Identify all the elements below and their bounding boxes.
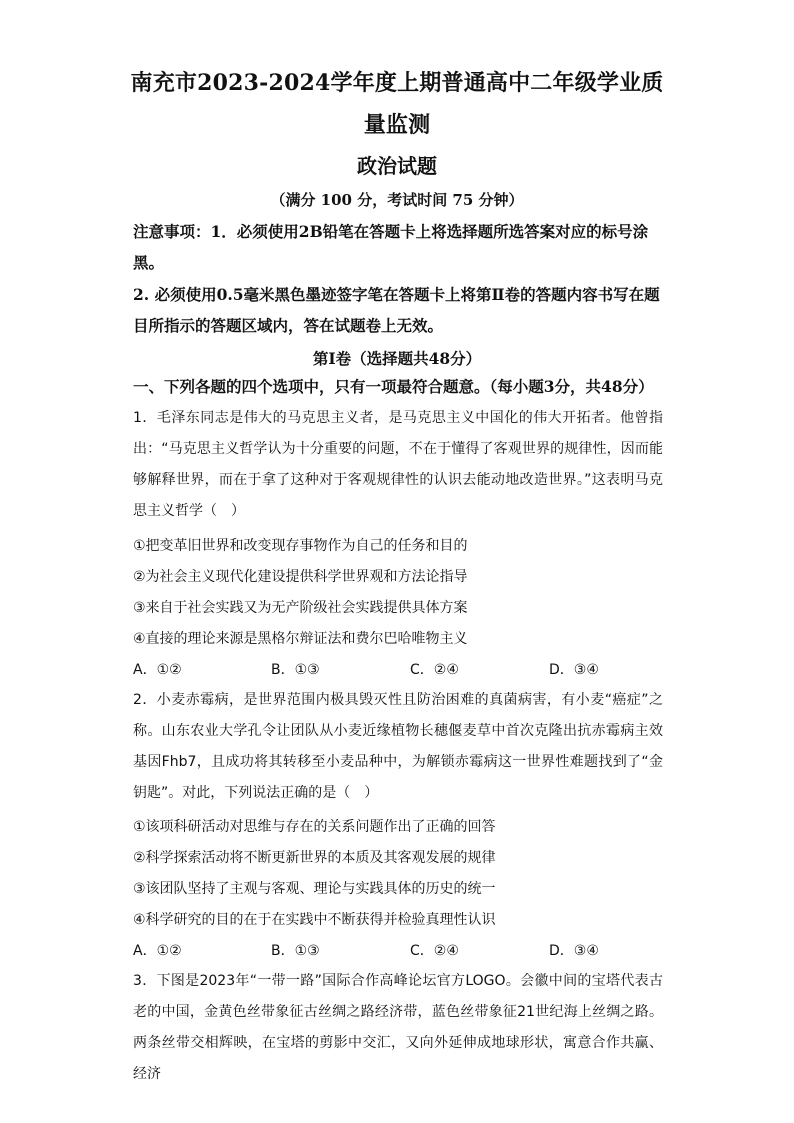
question-2-answer-a: A．①② — [133, 943, 182, 959]
exam-info: （满分 100 分，考试时间 75 分钟） — [270, 191, 524, 209]
question-2-option-2: ②科学探索活动将不断更新世界的本质及其客观发展的规律 — [133, 850, 496, 866]
question-2-answer-d: D．③④ — [549, 943, 599, 959]
section-instruction: 一、下列各题的四个选项中，只有一项最符合题意。（每小题3分，共48分） — [133, 377, 654, 396]
question-1-stem: 1．毛泽东同志是伟大的马克思主义者，是马克思主义中国化的伟大开拓者。他曾指出：“马克思主义哲学认为十分重要的问题，不在于懂得了客观世界的规律性，因而能够解释世界，而在于拿了这种对于客观规律性的认识去能动地改造世界。”这表明马克思主义哲学（ ） — [133, 410, 663, 519]
question-1-option-4: ④直接的理论来源是黑格尔辩证法和费尔巴哈唯物主义 — [133, 631, 468, 647]
question-1-answer-c: C．②④ — [410, 662, 459, 678]
question-1-option-3: ③来自于社会实践又为无产阶级社会实践提供具体方案 — [133, 600, 468, 616]
exam-title: 南充市2023-2024学年度上期普通高中二年级学业质量监测 — [130, 70, 664, 138]
question-2-option-3: ③该团队坚持了主观与客观、理论与实践具体的历史的统一 — [133, 881, 496, 897]
question-1-answer-d: D．③④ — [549, 662, 599, 678]
note-2: 2. 必须使用0.5毫米黑色墨迹签字笔在答题卡上将第Ⅱ卷的答题内容书写在题目所指示的答题区域内，答在试题卷上无效。 — [133, 285, 660, 335]
question-2-option-1: ①该项科研活动对思维与存在的关系问题作出了正确的回答 — [133, 819, 496, 835]
subject-title: 政治试题 — [357, 154, 437, 178]
note-1: 注意事项：1．必须使用2B铅笔在答题卡上将选择题所选答案对应的标号涂黑。 — [133, 222, 649, 272]
question-3-stem: 3．下图是2023年“一带一路”国际合作高峰论坛官方LOGO。会徽中间的宝塔代表古老的中国，金黄色丝带象征古丝绸之路经济带，蓝色丝带象征21世纪海上丝绸之路。两条丝带交相辉映，在宝塔的剪影中交汇，又向外延伸成地球形状，寓意合作共赢、经济 — [133, 973, 663, 1082]
question-2-option-4: ④科学研究的目的在于在实践中不断获得并检验真理性认识 — [133, 912, 496, 928]
question-2-stem: 2．小麦赤霉病，是世界范围内极具毁灭性且防治困难的真菌病害，有小麦“癌症”之称。山东农业大学孔令让团队从小麦近缘植物长穗偃麦草中首次克隆出抗赤霉病主效基因Fhb7，且成功将其转移至小麦品种中，为解锁赤霉病这一世界性难题找到了“金钥匙”。对此，下列说法正确的是（ ） — [133, 692, 663, 801]
question-2-answer-b: B．①③ — [271, 943, 320, 959]
question-1-answer-b: B．①③ — [271, 662, 320, 678]
section-title: 第Ⅰ卷（选择题共48分） — [312, 349, 482, 368]
question-1-option-2: ②为社会主义现代化建设提供科学世界观和方法论指导 — [133, 569, 468, 585]
question-2-answer-c: C．②④ — [410, 943, 459, 959]
question-1-answer-a: A．①② — [133, 662, 182, 678]
question-1-option-1: ①把变革旧世界和改变现存事物作为自己的任务和目的 — [133, 538, 468, 554]
